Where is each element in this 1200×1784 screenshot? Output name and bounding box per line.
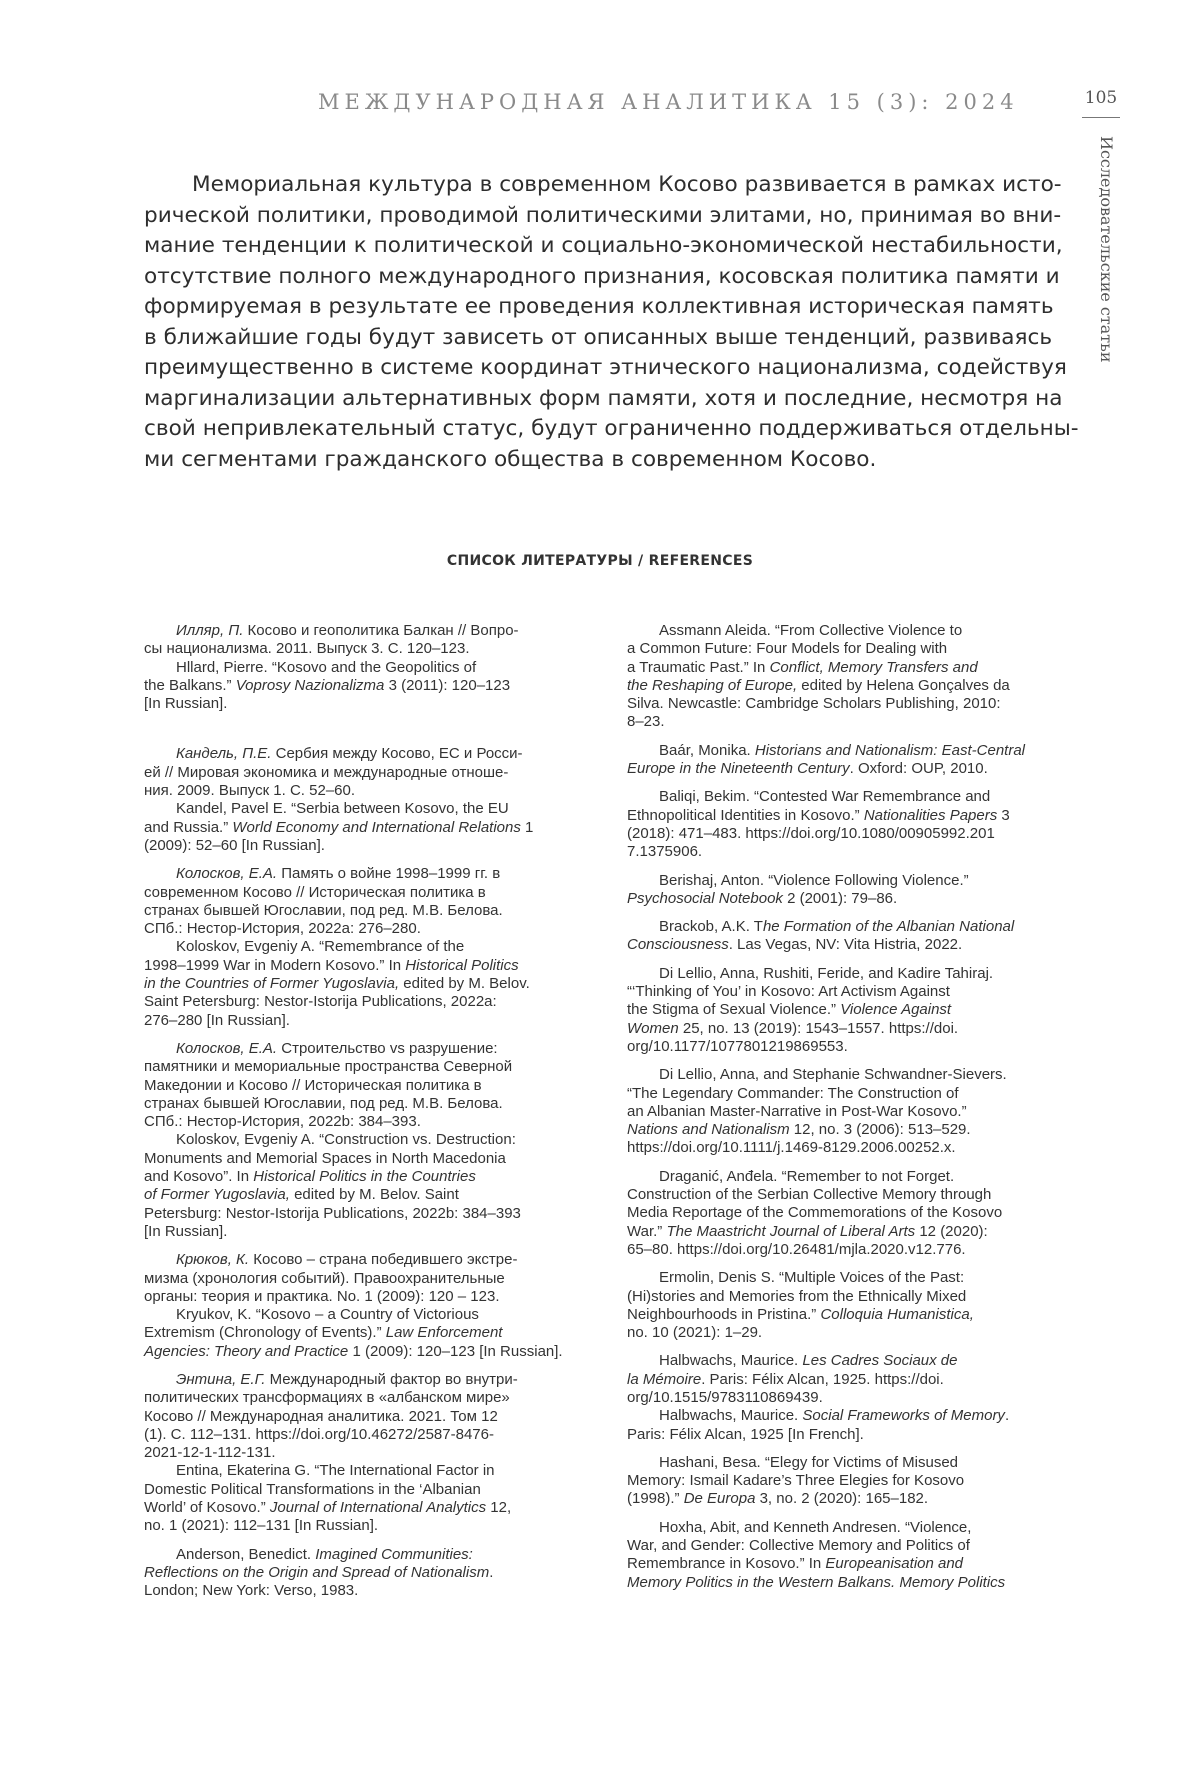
reference-line	[627, 1288, 1052, 1306]
reference-line	[627, 640, 1052, 658]
reference-text: Македонии и Косово // Историческая политика в	[144, 1076, 482, 1094]
reference-entry	[144, 745, 564, 855]
reference-text: . Las Vegas, NV: Vita Histria, 2022.	[728, 936, 963, 954]
reference-italic-text: Conflict, Memory Transfers and	[769, 658, 978, 676]
reference-line	[144, 1408, 564, 1426]
reference-line	[627, 659, 1052, 677]
reference-text: странах бывшей Югославии, под ред. М.В. Белова.	[144, 1094, 503, 1112]
reference-italic-text: Voprosy Nazionalizma	[235, 676, 385, 694]
reference-text: органы: теория и практика. No. 1 (2009): 120 – 123.	[144, 1287, 500, 1305]
reference-line	[144, 640, 564, 658]
reference-line	[627, 1537, 1052, 1555]
reference-line	[627, 622, 1052, 640]
reference-italic-text: of Former Yugoslavia,	[144, 1186, 290, 1204]
reference-entry	[627, 1269, 1052, 1342]
reference-text: Koloskov, Evgeniy A. “Construction vs. Destruction:	[176, 1131, 516, 1149]
reference-line	[627, 1139, 1052, 1157]
reference-line	[144, 1426, 564, 1444]
reference-entry	[627, 1519, 1052, 1592]
reference-line	[144, 1582, 564, 1600]
reference-entry	[144, 1371, 564, 1536]
reference-text: Neighbourhoods in Pristina.”	[627, 1305, 821, 1323]
reference-line	[627, 1223, 1052, 1241]
reference-text: ния. 2009. Выпуск 1. С. 52–60.	[144, 782, 356, 800]
reference-text: [In Russian].	[144, 695, 228, 713]
reference-line	[627, 1001, 1052, 1019]
reference-italic-text: Agencies: Theory and Practice	[144, 1342, 349, 1360]
reference-line	[627, 825, 1052, 843]
reference-text: World’ of Kosovo.”	[144, 1499, 270, 1517]
reference-text: Косово – страна победившего экстре-	[249, 1251, 518, 1269]
reference-entry	[627, 1352, 1052, 1443]
reference-line	[144, 1546, 564, 1564]
reference-text: Международный фактор во внутри-	[265, 1370, 518, 1388]
reference-line	[144, 1499, 564, 1517]
reference-line	[627, 1121, 1052, 1139]
reference-text: (2018): 471–483. https://doi.org/10.1080/00905992.201	[627, 824, 995, 842]
reference-text: 3, no. 2 (2020): 165–182.	[755, 1490, 929, 1508]
reference-text: Hashani, Besa. “Elegy for Victims of Misused	[659, 1453, 959, 1471]
reference-line	[144, 1095, 564, 1113]
reference-text: 2 (2001): 79–86.	[782, 889, 898, 907]
reference-text: Entina, Ekaterina G. “The International Factor in	[176, 1462, 495, 1480]
reference-italic-text: Violence Against	[840, 1001, 952, 1019]
reference-text: the Balkans.”	[144, 676, 236, 694]
reference-entry	[144, 622, 564, 713]
reference-text: Saint Petersburg: Nestor-Istorija Publications, 2022a:	[144, 993, 497, 1011]
reference-text: Memory: Ismail Kadare’s Three Elegies for Kosovo	[627, 1472, 965, 1490]
reference-italic-text: Social Frameworks of Memory	[802, 1407, 1005, 1425]
reference-line	[627, 1555, 1052, 1573]
reference-line	[144, 1186, 564, 1204]
reference-line	[144, 938, 564, 956]
reference-text: мизма (хронология событий). Правоохранительные	[144, 1269, 505, 1287]
reference-italic-text: Memory Politics in the Western Balkans. Memory Politics	[627, 1573, 1006, 1591]
reference-italic-text: Nationalities Papers	[863, 806, 998, 824]
reference-text: (1998).”	[627, 1490, 684, 1508]
reference-text: Paris: Félix Alcan, 1925 [In French].	[627, 1425, 864, 1443]
reference-text: edited by M. Belov. Saint	[289, 1186, 459, 1204]
reference-entry	[627, 788, 1052, 861]
reference-line	[144, 1150, 564, 1168]
reference-text: Draganić, Anđela. “Remember to not Forget.	[659, 1167, 955, 1185]
reference-text: “The Legendary Commander: The Construction of	[627, 1084, 959, 1102]
reference-text: 25, no. 13 (2019): 1543–1557. https://doi.	[678, 1019, 959, 1037]
reference-text: политических трансформациях в «албанском мире»	[144, 1389, 510, 1407]
reference-italic-text: Journal of International Analytics	[269, 1499, 487, 1517]
reference-italic-text: Colloquia Humanistica,	[820, 1305, 974, 1323]
reference-line	[144, 695, 564, 713]
paragraph-line: отсутствие полного международного признания, косовская политика памяти и	[144, 263, 1060, 289]
reference-text: an Albanian Master-Narrative in Post-War Kosovo.”	[627, 1102, 967, 1120]
reference-italic-text: Крюков, К.	[176, 1251, 250, 1269]
reference-italic-text: Колосков, Е.А.	[176, 1039, 278, 1057]
reference-line	[627, 1168, 1052, 1186]
reference-entry	[144, 1251, 564, 1361]
reference-text: (2009): 52–60 [In Russian].	[144, 836, 325, 854]
reference-line	[144, 1251, 564, 1269]
reference-line	[627, 1490, 1052, 1508]
reference-text: СПб.: Нестор-История, 2022b: 384–393.	[144, 1113, 421, 1131]
reference-text: “‘Thinking of You’ in Kosovo: Art Activism Against	[627, 983, 950, 1001]
reference-text: 2021-12-1-112-131.	[144, 1444, 276, 1462]
reference-italic-text: Europeanisation and	[825, 1555, 964, 1573]
reference-text: (Hi)stories and Memories from the Ethnically Mixed	[627, 1287, 967, 1305]
reference-text: 12,	[486, 1499, 512, 1517]
reference-line	[144, 920, 564, 938]
reference-italic-text: Imagined Communities:	[315, 1545, 473, 1563]
reference-entry	[144, 865, 564, 1030]
reference-line	[144, 1564, 564, 1582]
reference-line	[627, 1389, 1052, 1407]
reference-text: Baár, Monika.	[659, 741, 755, 759]
reference-text: 65–80. https://doi.org/10.26481/mjla.2020.v12.776.	[627, 1240, 966, 1258]
reference-italic-text: Psychosocial Notebook	[627, 889, 783, 907]
reference-line	[627, 742, 1052, 760]
reference-text: Halbwachs, Maurice.	[659, 1407, 803, 1425]
paragraph-line: в ближайшие годы будут зависеть от описанных выше тенденций, развиваясь	[144, 324, 1053, 350]
paragraph-line: ми сегментами гражданского общества в современном Косово.	[144, 446, 877, 472]
reference-text: .	[1004, 1407, 1010, 1425]
reference-italic-text: Nations and Nationalism	[627, 1121, 790, 1139]
reference-text: Сербия между Косово, ЕС и Росси-	[271, 745, 523, 763]
reference-line	[627, 1454, 1052, 1472]
reference-text: London; New York: Verso, 1983.	[144, 1582, 359, 1600]
reference-line	[144, 1040, 564, 1058]
reference-text: Строительство vs разрушение:	[277, 1039, 498, 1057]
reference-entry	[627, 872, 1052, 909]
reference-line	[627, 872, 1052, 890]
reference-text: 276–280 [In Russian].	[144, 1011, 290, 1029]
reference-line	[144, 902, 564, 920]
reference-line	[144, 1371, 564, 1389]
reference-line	[144, 1462, 564, 1480]
reference-text: 1998–1999 War in Modern Kosovo.” In	[144, 956, 406, 974]
reference-line	[144, 622, 564, 640]
reference-text: Remembrance in Kosovo.” In	[627, 1555, 826, 1573]
reference-line	[627, 1085, 1052, 1103]
reference-italic-text: he Formation of the Albanian National	[762, 918, 1015, 936]
references-left-column	[144, 622, 564, 1601]
reference-line	[627, 965, 1052, 983]
reference-line	[627, 890, 1052, 908]
references-right-column	[627, 622, 1052, 1592]
reference-text: (1). С. 112–131. https://doi.org/10.46272/2587-8476-	[144, 1425, 494, 1443]
reference-line	[144, 819, 564, 837]
journal-running-header: МЕЖДУНАРОДНАЯ АНАЛИТИКА 15 (3): 2024	[318, 90, 1019, 114]
reference-entry	[144, 1546, 564, 1601]
reference-italic-text: Reflections on the Origin and Spread of Nationalism	[144, 1563, 490, 1581]
reference-text: Kandel, Pavel E. “Serbia between Kosovo, the EU	[176, 800, 509, 818]
reference-text: . Oxford: OUP, 2010.	[849, 760, 988, 778]
reference-entry	[627, 622, 1052, 732]
reference-line	[144, 837, 564, 855]
reference-italic-text: The Maastricht Journal of Liberal Arts	[666, 1222, 916, 1240]
reference-line	[627, 918, 1052, 936]
reference-text: Косово // Международная аналитика. 2021. Том 12	[144, 1407, 498, 1425]
paragraph-line: рической политики, проводимой политическими элитами, но, принимая во вни-	[144, 202, 1062, 228]
reference-text: Extremism (Chronology of Events).”	[144, 1324, 386, 1342]
section-side-label: Исследовательские статьи	[1097, 136, 1116, 363]
reference-text: and Kosovo”. In	[144, 1168, 254, 1186]
reference-text: 12 (2020):	[915, 1222, 988, 1240]
reference-line	[144, 1444, 564, 1462]
reference-text: no. 10 (2021): 1–29.	[627, 1324, 763, 1342]
reference-line	[144, 745, 564, 763]
reference-text: Kryukov, K. “Kosovo – a Country of Victorious	[176, 1306, 479, 1324]
reference-line	[627, 1306, 1052, 1324]
reference-line	[144, 1223, 564, 1241]
reference-line	[627, 1103, 1052, 1121]
conclusion-paragraph	[144, 170, 1079, 475]
reference-line	[144, 1131, 564, 1149]
reference-text: Косово и геополитика Балкан // Вопро-	[243, 622, 519, 639]
reference-text: Silva. Newcastle: Cambridge Scholars Publishing, 2010:	[627, 695, 1001, 713]
reference-text: the Stigma of Sexual Violence.”	[627, 1001, 841, 1019]
paragraph-line: маргинализации альтернативных форм памяти, хотя и последние, несмотря на	[144, 385, 1063, 411]
reference-line	[144, 1343, 564, 1361]
reference-line	[144, 1324, 564, 1342]
reference-line	[627, 788, 1052, 806]
reference-italic-text: Кандель, П.Е.	[176, 745, 272, 763]
reference-text: Память о войне 1998–1999 гг. в	[277, 865, 501, 883]
reference-line	[144, 1517, 564, 1535]
reference-text: 3	[997, 806, 1010, 824]
reference-text: Di Lellio, Anna, and Stephanie Schwandner-Sievers.	[659, 1066, 1007, 1084]
reference-line	[144, 800, 564, 818]
reference-line	[144, 1077, 564, 1095]
reference-line	[144, 1270, 564, 1288]
reference-text: 1 (2009): 120–123 [In Russian].	[348, 1342, 563, 1360]
reference-text: 7.1375906.	[627, 843, 703, 861]
reference-italic-text: the Reshaping of Europe,	[627, 676, 798, 694]
reference-italic-text: la Mémoire	[627, 1370, 702, 1388]
reference-text: org/10.1177/1077801219869553.	[627, 1037, 848, 1055]
reference-line	[627, 1574, 1052, 1592]
reference-text: СПб.: Нестор-История, 2022a: 276–280.	[144, 920, 421, 938]
reference-text: Assmann Aleida. “From Collective Violence to	[659, 622, 963, 639]
reference-line	[144, 975, 564, 993]
reference-text: a Common Future: Four Models for Dealing with	[627, 640, 948, 658]
reference-text: Brackob, A.K. T	[659, 918, 763, 936]
reference-line	[144, 1481, 564, 1499]
reference-line	[627, 695, 1052, 713]
reference-text: . Paris: Félix Alcan, 1925. https://doi.	[701, 1370, 944, 1388]
reference-text: Anderson, Benedict.	[176, 1545, 316, 1563]
reference-line	[627, 677, 1052, 695]
reference-text: War, and Gender: Collective Memory and Politics of	[627, 1537, 970, 1555]
reference-line	[627, 1371, 1052, 1389]
reference-italic-text: in the Countries of Former Yugoslavia,	[144, 975, 400, 993]
page-number-divider	[1082, 117, 1120, 118]
reference-line	[627, 1186, 1052, 1204]
reference-text: Koloskov, Evgeniy A. “Remembrance of the	[176, 938, 465, 956]
reference-italic-text: Women	[627, 1019, 679, 1037]
reference-line	[144, 957, 564, 975]
reference-line	[627, 1407, 1052, 1425]
reference-italic-text: Les Cadres Sociaux de	[802, 1352, 958, 1370]
reference-line	[627, 1269, 1052, 1287]
reference-italic-text: Law Enforcement	[385, 1324, 503, 1342]
reference-text: org/10.1515/9783110869439.	[627, 1388, 823, 1406]
reference-text: https://doi.org/10.1111/j.1469-8129.2006.00252.x.	[627, 1139, 956, 1157]
reference-entry	[627, 1066, 1052, 1157]
reference-text: Construction of the Serbian Collective Memory through	[627, 1186, 992, 1204]
reference-line	[627, 1519, 1052, 1537]
reference-text: 12, no. 3 (2006): 513–529.	[789, 1121, 971, 1139]
reference-text: Hoxha, Abit, and Kenneth Andresen. “Violence,	[659, 1518, 972, 1536]
reference-line	[627, 1324, 1052, 1342]
reference-italic-text: Илляр, П.	[176, 622, 244, 639]
reference-italic-text: Энтина, Е.Г.	[176, 1370, 266, 1388]
reference-text: странах бывшей Югославии, под ред. М.В. Белова.	[144, 901, 503, 919]
reference-text: Berishaj, Anton. “Violence Following Violence.”	[659, 871, 969, 889]
reference-line	[627, 1426, 1052, 1444]
reference-line	[627, 1352, 1052, 1370]
references-heading: СПИСОК ЛИТЕРАТУРЫ / REFERENCES	[446, 553, 754, 569]
reference-line	[144, 677, 564, 695]
reference-entry	[627, 1454, 1052, 1509]
reference-entry	[627, 918, 1052, 955]
reference-line	[627, 843, 1052, 861]
reference-italic-text: Europe in the Nineteenth Century	[627, 760, 850, 778]
reference-italic-text: Historical Politics	[405, 956, 519, 974]
reference-italic-text: Колосков, Е.А.	[176, 865, 278, 883]
reference-italic-text: Historical Politics in the Countries	[253, 1168, 476, 1186]
reference-entry	[627, 1168, 1052, 1259]
reference-line	[627, 807, 1052, 825]
reference-text: Di Lellio, Anna, Rushiti, Feride, and Kadire Tahiraj.	[659, 964, 994, 982]
reference-line	[627, 1020, 1052, 1038]
reference-line	[627, 1066, 1052, 1084]
reference-text: памятники и мемориальные пространства Северной	[144, 1058, 513, 1076]
reference-line	[144, 1288, 564, 1306]
reference-line	[144, 1205, 564, 1223]
reference-text: современном Косово // Историческая политика в	[144, 883, 486, 901]
reference-text: Halbwachs, Maurice.	[659, 1352, 803, 1370]
reference-text: a Traumatic Past.” In	[627, 658, 770, 676]
paragraph-line: формируемая в результате ее проведения коллективная историческая память	[144, 294, 1054, 319]
reference-text: Media Reportage of the Commemorations of the Kosovo	[627, 1204, 1003, 1222]
reference-text: .	[489, 1563, 494, 1581]
reference-italic-text: World Economy and International Relations	[232, 818, 521, 836]
reference-line	[627, 983, 1052, 1001]
reference-line	[627, 1241, 1052, 1259]
reference-line	[144, 659, 564, 677]
reference-text: edited by Helena Gonçalves da	[797, 676, 1010, 694]
reference-text: Domestic Political Transformations in the ‘Albanian	[144, 1480, 481, 1498]
reference-line	[144, 1058, 564, 1076]
page-number: 105	[1084, 88, 1118, 108]
paragraph-line: свой непривлекательный статус, будут ограниченно поддерживаться отдельны-	[144, 416, 1079, 441]
reference-text: and Russia.”	[144, 818, 233, 836]
reference-line	[144, 865, 564, 883]
reference-entry	[627, 965, 1052, 1056]
reference-line	[144, 884, 564, 902]
reference-line	[627, 1204, 1052, 1222]
reference-text: Monuments and Memorial Spaces in North Macedonia	[144, 1149, 506, 1167]
reference-line	[627, 1038, 1052, 1056]
reference-line	[144, 782, 564, 800]
reference-italic-text: Historians and Nationalism: East-Central	[754, 741, 1026, 759]
reference-line	[144, 1012, 564, 1030]
reference-text: Ermolin, Denis S. “Multiple Voices of the Past:	[659, 1269, 965, 1287]
reference-line	[627, 713, 1052, 731]
reference-text: сы национализма. 2011. Выпуск 3. С. 120–123.	[144, 640, 470, 658]
reference-line	[144, 764, 564, 782]
reference-text: Ethnopolitical Identities in Kosovo.”	[627, 806, 864, 824]
reference-text: ей // Мировая экономика и международные отноше-	[144, 763, 509, 781]
reference-text: 3 (2011): 120–123	[384, 676, 511, 694]
paragraph-line: Мемориальная культура в современном Косово развивается в рамках исто-	[192, 172, 1062, 197]
reference-line	[144, 1306, 564, 1324]
reference-text: Hllard, Pierre. “Kosovo and the Geopolitics of	[176, 658, 477, 676]
paragraph-line: мание тенденции к политической и социально-экономической нестабильности,	[144, 233, 1063, 258]
reference-italic-text: Consciousness	[627, 936, 729, 954]
reference-line	[627, 760, 1052, 778]
reference-line	[144, 993, 564, 1011]
reference-text: Petersburg: Nestor-Istorija Publications, 2022b: 384–393	[144, 1204, 521, 1222]
reference-line	[144, 1113, 564, 1131]
reference-line	[627, 936, 1052, 954]
reference-italic-text: De Europa	[683, 1490, 756, 1508]
reference-line	[144, 1389, 564, 1407]
reference-line	[627, 1472, 1052, 1490]
reference-text: no. 1 (2021): 112–131 [In Russian].	[144, 1517, 379, 1535]
paragraph-line: преимущественно в системе координат этнического национализма, содействуя	[144, 355, 1067, 380]
reference-text: War.”	[627, 1222, 667, 1240]
reference-line	[144, 1168, 564, 1186]
reference-text: 1	[520, 818, 534, 836]
reference-text: edited by M. Belov.	[399, 975, 530, 993]
reference-entry	[627, 742, 1052, 779]
reference-text: Baliqi, Bekim. “Contested War Remembrance and	[659, 788, 991, 806]
reference-entry	[144, 1040, 564, 1241]
reference-text: [In Russian].	[144, 1222, 228, 1240]
reference-text: 8–23.	[627, 713, 665, 731]
